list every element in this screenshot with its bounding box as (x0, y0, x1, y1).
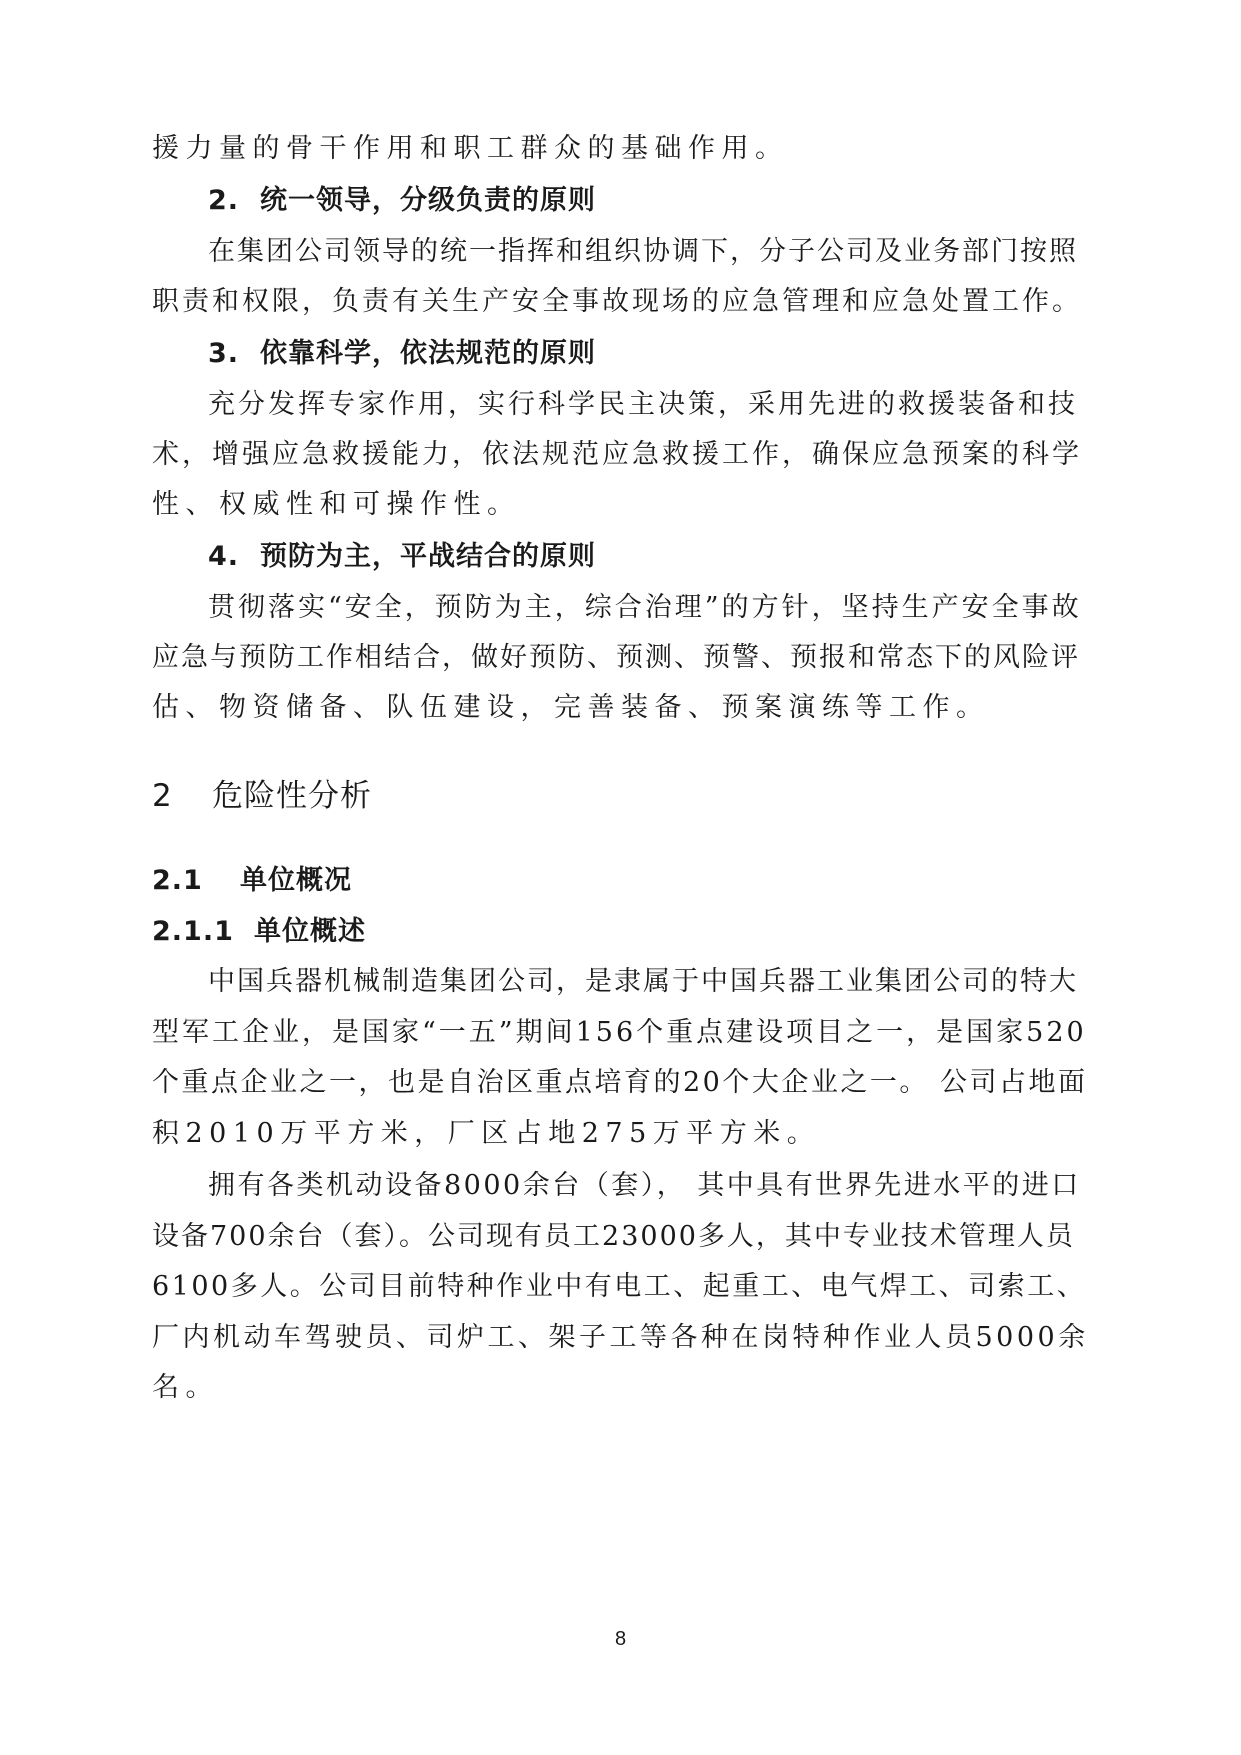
paragraph-line: 个重点企业之一，也是自治区重点培育的20个大企业之一。 公司占地面 (152, 1067, 1088, 1098)
section-number: 2.1 (152, 865, 203, 896)
paragraph-line: 估、物资储备、队伍建设，完善装备、预案演练等工作。 (152, 692, 990, 723)
section-number: 2 (152, 778, 173, 814)
section-number: 2.1.1 (152, 916, 234, 947)
paragraph-line: 名。 (152, 1372, 219, 1403)
principle-title: 统一领导，分级负责的原则 (260, 185, 596, 216)
section-2-1-1-heading (152, 914, 1090, 950)
principle-4-heading (208, 539, 1090, 575)
section-2-heading (152, 776, 1090, 816)
paragraph-line: 型军工企业，是国家“一五”期间156个重点建设项目之一，是国家520 (152, 1017, 1087, 1048)
paragraph-line: 设备700余台（套）。公司现有员工23000多人，其中专业技术管理人员 (152, 1221, 1075, 1252)
principle-number: 3. (208, 338, 240, 369)
section-2-1-heading (152, 863, 1090, 899)
principle-title: 依靠科学，依法规范的原则 (260, 338, 596, 369)
principle-3-heading (208, 336, 1090, 372)
paragraph-line: 中国兵器机械制造集团公司，是隶属于中国兵器工业集团公司的特大 (208, 966, 1078, 997)
paragraph-line: 厂内机动车驾驶员、司炉工、架子工等各种在岗特种作业人员5000余 (152, 1322, 1089, 1353)
paragraph-line: 拥有各类机动设备8000余台（套）， 其中具有世界先进水平的进口 (208, 1170, 1081, 1201)
section-title: 单位概况 (240, 865, 352, 896)
paragraph-line: 充分发挥专家作用，实行科学民主决策，采用先进的救援装备和技 (208, 389, 1078, 420)
paragraph-line: 性、权威性和可操作性。 (152, 489, 521, 520)
paragraph-line: 积2010万平方米，厂区占地275万平方米。 (152, 1118, 821, 1149)
principle-number: 2. (208, 185, 240, 216)
page-number: 8 (614, 1628, 627, 1650)
section-title: 单位概述 (254, 916, 366, 947)
paragraph-line: 援力量的骨干作用和职工群众的基础作用。 (152, 133, 789, 164)
principle-title: 预防为主，平战结合的原则 (260, 541, 596, 572)
paragraph-line: 术，增强应急救援能力，依法规范应急救援工作，确保应急预案的科学 (152, 439, 1082, 470)
paragraph-line: 在集团公司领导的统一指挥和组织协调下，分子公司及业务部门按照 (208, 236, 1078, 267)
section-title: 危险性分析 (212, 778, 372, 814)
paragraph-line: 职责和权限，负责有关生产安全事故现场的应急管理和应急处置工作。 (152, 286, 1082, 317)
principle-number: 4. (208, 541, 240, 572)
paragraph-line: 应急与预防工作相结合，做好预防、预测、预警、预报和常态下的风险评 (152, 642, 1080, 673)
paragraph-line: 贯彻落实“安全，预防为主，综合治理”的方针，坚持生产安全事故 (208, 592, 1082, 623)
paragraph-line: 6100多人。公司目前特种作业中有电工、起重工、电气焊工、司索工、 (152, 1271, 1087, 1302)
principle-2-heading (208, 183, 1090, 219)
